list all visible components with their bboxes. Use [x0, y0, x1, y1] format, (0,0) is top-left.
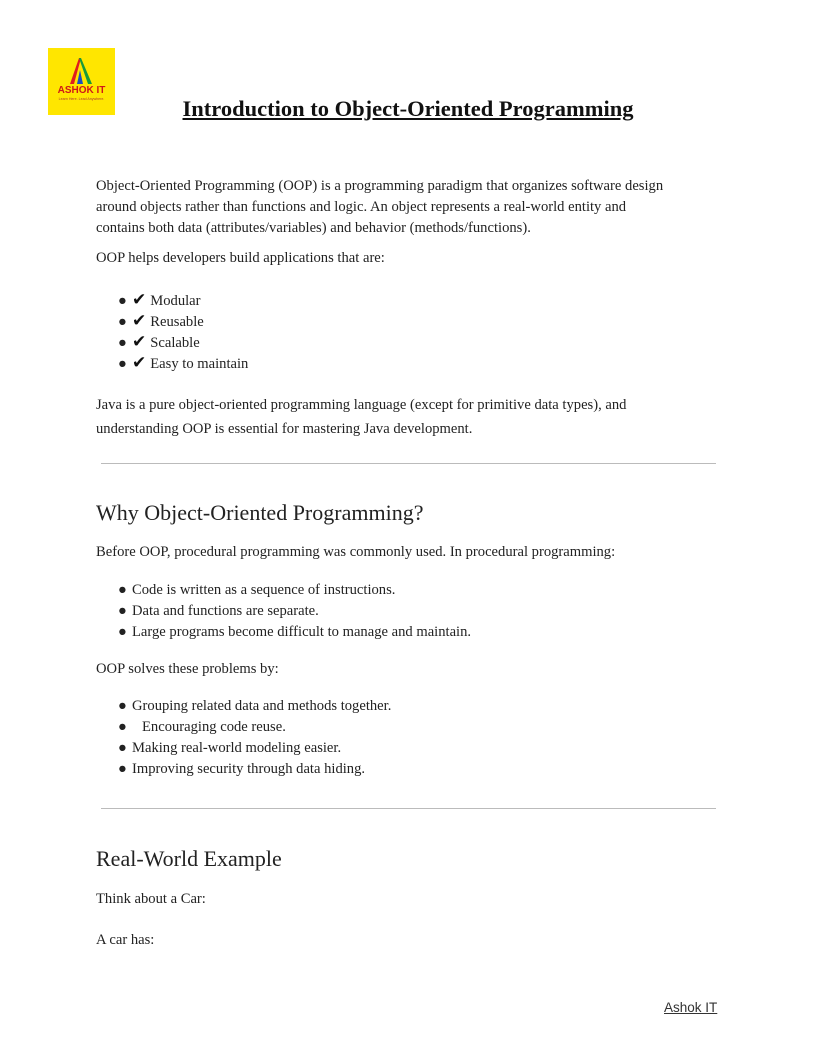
section-heading-example: Real-World Example: [96, 846, 282, 871]
procedural-list: [118, 580, 471, 643]
bullet-icon: ●: [118, 761, 127, 777]
list-item: ● Code is written as a sequence of instructions.: [118, 580, 471, 601]
java-paragraph: [96, 393, 626, 441]
list-item: ● ✔ Scalable: [118, 332, 200, 352]
list-item: ● Improving security through data hiding.: [118, 759, 391, 780]
list-item: ● ✔ Modular: [118, 290, 201, 310]
section-divider: [101, 463, 716, 464]
page-title: Introduction to Object-Oriented Programming: [182, 96, 634, 121]
solutions-list: [118, 696, 391, 780]
bullet-icon: ●: [118, 335, 127, 351]
footer-link[interactable]: Ashok IT: [664, 1000, 718, 1015]
logo-tagline-text: Learn Here. Lead Anywhere.: [58, 97, 105, 101]
bullet-icon: ●: [118, 603, 127, 619]
checkmark-icon: ✔: [132, 332, 147, 352]
section-divider: [101, 808, 716, 809]
intro-paragraph: [96, 176, 663, 239]
bullet-icon: ●: [118, 582, 127, 598]
text-line: Object-Oriented Programming (OOP) is a programming paradigm that organizes software design: [96, 178, 664, 194]
section-heading-why: Why Object-Oriented Programming?: [96, 500, 424, 525]
list-item: ● Encouraging code reuse.: [118, 717, 391, 738]
list-item: ● ✔ Reusable: [118, 311, 204, 331]
text-line: Java is a pure object-oriented programming language (except for primitive data types), and: [96, 397, 627, 413]
bullet-icon: ●: [118, 356, 127, 372]
checkmark-icon: ✔: [132, 311, 147, 331]
list-item: ● Large programs become difficult to manage and maintain.: [118, 622, 471, 643]
procedural-intro-text: Before OOP, procedural programming was commonly used. In procedural programming:: [96, 544, 616, 560]
bullet-icon: ●: [118, 293, 127, 309]
bullet-icon: ●: [118, 314, 127, 330]
list-item: ● Data and functions are separate.: [118, 601, 471, 622]
checkmark-icon: ✔: [132, 290, 147, 310]
list-item: ● ✔ Easy to maintain: [118, 353, 249, 373]
bullet-icon: ●: [118, 698, 127, 714]
logo-brand-text: ASHOK IT: [57, 85, 106, 96]
bullet-icon: ●: [118, 740, 127, 756]
checkmark-icon: ✔: [132, 353, 147, 373]
text-line: understanding OOP is essential for mastering Java development.: [96, 421, 473, 437]
oop-solves-text: OOP solves these problems by:: [96, 661, 279, 677]
bullet-icon: ●: [118, 719, 127, 735]
list-item: ● Making real-world modeling easier.: [118, 738, 391, 759]
text-line: contains both data (attributes/variables) and behavior (methods/functions).: [96, 220, 531, 236]
intro-lead-text: OOP helps developers build applications that are:: [96, 250, 385, 266]
list-item: ● Grouping related data and methods together.: [118, 696, 391, 717]
bullet-icon: ●: [118, 624, 127, 640]
benefits-list: [118, 290, 248, 374]
car-intro-text: Think about a Car:: [96, 891, 206, 907]
text-line: around objects rather than functions and logic. An object represents a real-world entity and: [96, 199, 627, 215]
car-has-text: A car has:: [96, 932, 155, 948]
